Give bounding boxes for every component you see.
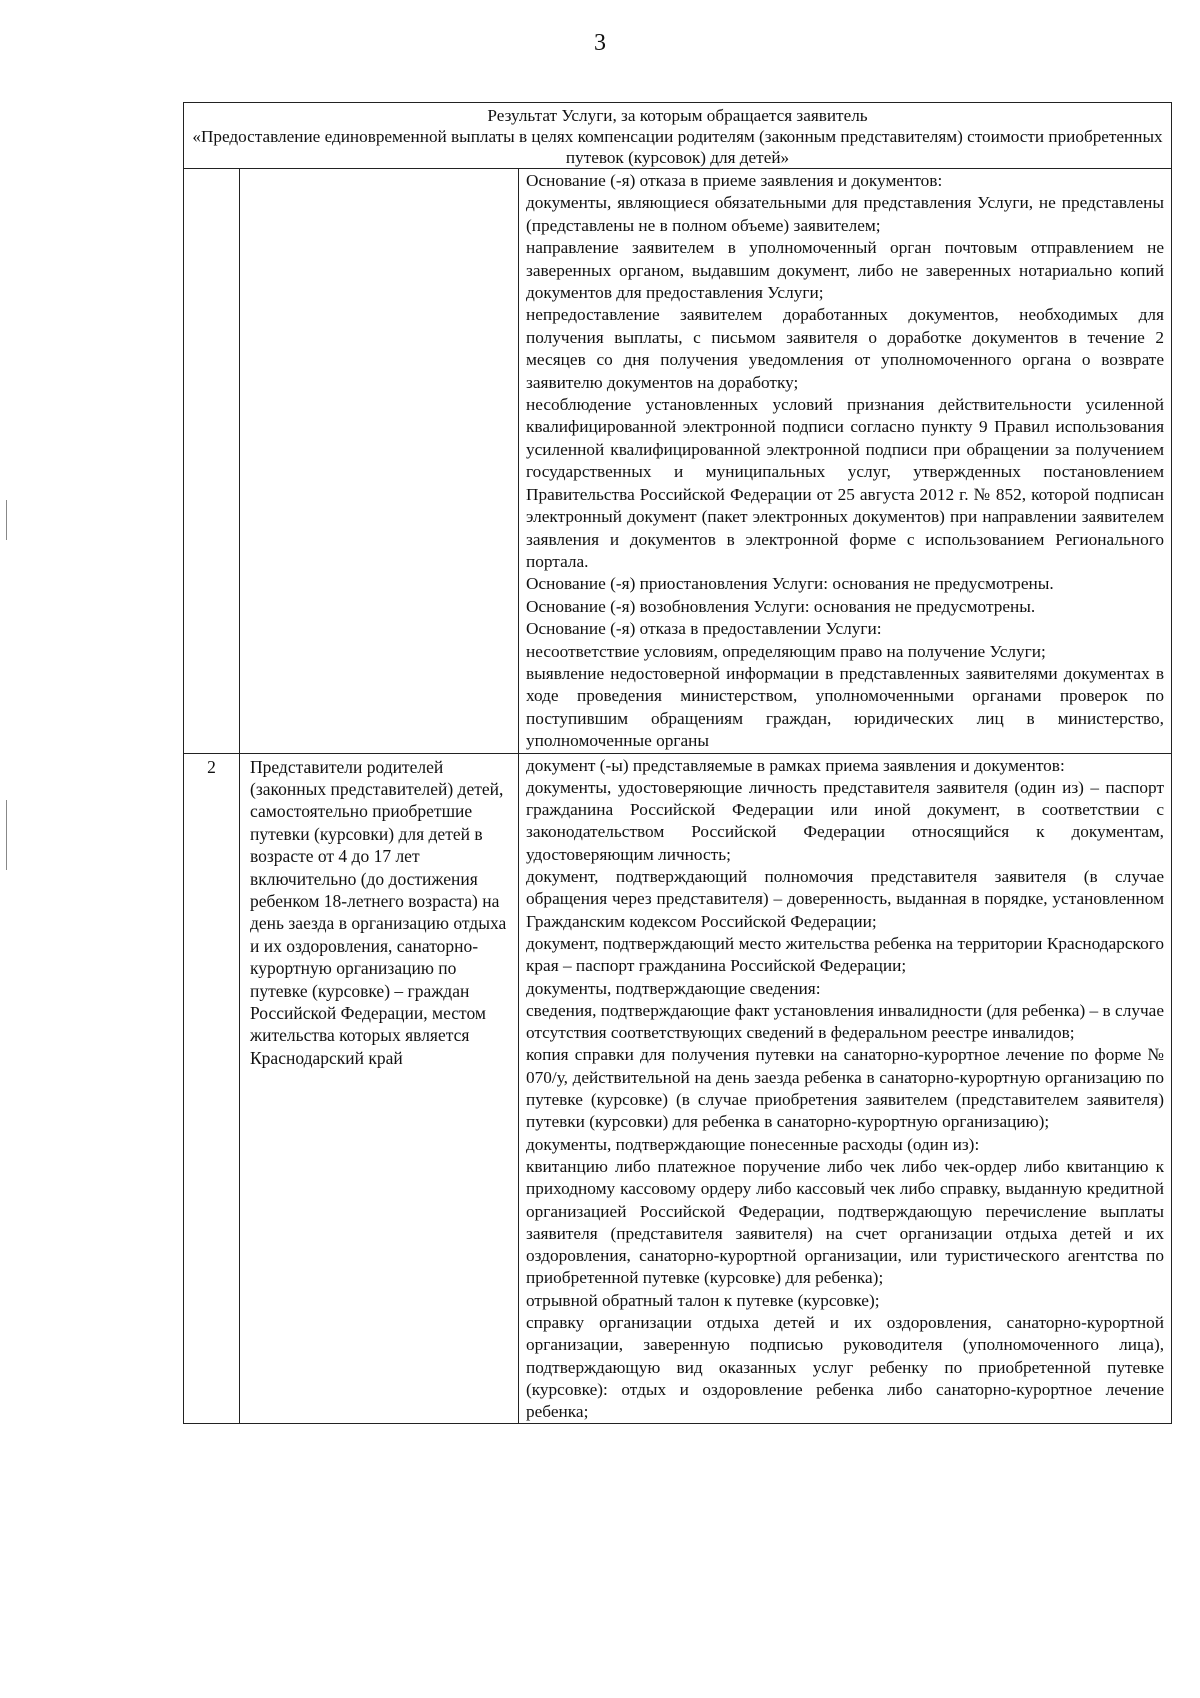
- text-paragraph: документы, подтверждающие понесенные расходы (один из):: [526, 1134, 980, 1154]
- scan-edge-mark: [6, 500, 7, 540]
- text-paragraph: документы, удостоверяющие личность представителя заявителя (один из) – паспорт гражданина Российской Федерации или иной документ, в соответствии с законодательством Российской Федерации относящийся к документам, удостоверяющим личность;: [526, 777, 1165, 864]
- documents-text-cell: [519, 753, 1172, 1424]
- text-paragraph: документ (-ы) представляемые в рамках приема заявления и документов:: [526, 755, 1065, 775]
- text-paragraph: справку организации отдыха детей и их оздоровления, санаторно-курортной организации, заверенную подписью руководителя (уполномоченного лица), подтверждающую вид оказанных услуг ребенку по приобретенной путевке (курсовке): отдых и оздоровление ребенка либо санаторно-курортное лечение ребенка;: [526, 1312, 1165, 1422]
- text-paragraph: несоблюдение установленных условий признания действительности усиленной квалифицированной электронной подписи согласно пункту 9 Правил использования усиленной квалифицированной электронной подписи при обращении за получением государственных и муниципальных услуг, утвержденных постановлением Правительства Российской Федерации от 25 августа 2012 г. № 852, которой подписан электронный документ (пакет электронных документов) при направлении заявителем заявления и документов в электронной форме с использованием Регионального портала.: [526, 395, 1165, 571]
- text-paragraph: отрывной обратный талон к путевке (курсовке);: [526, 1290, 880, 1310]
- row-number-cell: 2: [184, 753, 240, 1424]
- table-row: [184, 753, 1172, 1424]
- table-header-line1: Результат Услуги, за которым обращается заявитель: [487, 106, 868, 125]
- table-header-cell: [184, 103, 1172, 169]
- text-paragraph: документ, подтверждающий место жительства ребенка на территории Краснодарского края – паспорт гражданина Российской Федерации;: [526, 933, 1165, 976]
- row-number-cell: [184, 169, 240, 754]
- table-header-line2: «Предоставление единовременной выплаты в целях компенсации родителям (законным представителям) стоимости приобретенных путевок (курсовок) для детей»: [192, 127, 1163, 167]
- text-paragraph: Основание (-я) отказа в предоставлении Услуги:: [526, 619, 882, 639]
- text-paragraph: Основание (-я) приостановления Услуги: основания не предусмотрены.: [526, 574, 1054, 594]
- scan-edge-mark: [6, 800, 7, 870]
- text-paragraph: сведения, подтверждающие факт установления инвалидности (для ребенка) – в случае отсутствия соответствующих сведений в федеральном реестре инвалидов;: [526, 1000, 1165, 1043]
- text-paragraph: несоответствие условиям, определяющим право на получение Услуги;: [526, 641, 1046, 661]
- table-row: [184, 169, 1172, 754]
- text-paragraph: Основание (-я) возобновления Услуги: основания не предусмотрены.: [526, 596, 1036, 616]
- text-paragraph: копия справки для получения путевки на санаторно-курортное лечение по форме № 070/у, действительной на день заезда ребенка в санаторно-курортную организацию по путевке (курсовке) (в случае приобретения заявителем (представителем заявителя) путевки (курсовки) для ребенка в санаторно-курортную организацию);: [526, 1045, 1165, 1132]
- text-paragraph: непредоставление заявителем доработанных документов, необходимых для получения выплаты, с письмом заявителя о доработке документов в течение 2 месяцев со дня получения уведомления от уполномоченного органа о возврате заявителю документов на доработку;: [526, 305, 1165, 392]
- applicant-category-cell: Представители родителей (законных представителей) детей, самостоятельно приобретшие путевки (курсовки) для детей в возрасте от 4 до 17 лет включительно (до достижения ребенком 18-летнего возраста) на день заезда в организацию отдыха и их оздоровления, санаторно-курортную организацию по путевке (курсовке) – граждан Российской Федерации, местом жительства которых является Краснодарский край: [240, 753, 519, 1424]
- text-paragraph: направление заявителем в уполномоченный орган почтовым отправлением не заверенных органом, выдавшим документ, либо не заверенных нотариально копий документов для предоставления Услуги;: [526, 238, 1165, 303]
- text-paragraph: Основание (-я) отказа в приеме заявления и документов:: [526, 171, 943, 190]
- text-paragraph: документы, являющиеся обязательными для представления Услуги, не представлены (представлены не в полном объеме) заявителем;: [526, 193, 1165, 235]
- text-paragraph: документ, подтверждающий полномочия представителя заявителя (в случае обращения через представителя) – доверенность, выданная в порядке, установленном Гражданским кодексом Российской Федерации;: [526, 867, 1165, 931]
- grounds-text-cell: [519, 169, 1172, 754]
- text-paragraph: квитанцию либо платежное поручение либо чек либо чек-ордер либо квитанцию к приходному кассовому ордеру либо кассовый чек либо справку, выданную кредитной организацией Российской Федерации, подтверждающую перечисление выплаты заявителя (представителя заявителя) на счет организации отдыха детей и их оздоровления, санаторно-курортной организации, или туристического агентства по приобретенной путевке (курсовке) для ребенка);: [526, 1156, 1165, 1288]
- applicant-category-cell: [240, 169, 519, 754]
- text-paragraph: выявление недостоверной информации в представленных заявителями документах в ходе проведения министерством, уполномоченными органами проверок по поступившим обращениям граждан, юридических лиц в министерство, уполномоченные органы: [526, 663, 1165, 751]
- text-paragraph: документы, подтверждающие сведения:: [526, 978, 821, 998]
- service-result-table: [183, 102, 1172, 1424]
- page-number: 3: [594, 30, 606, 56]
- table-header-row: [184, 103, 1172, 169]
